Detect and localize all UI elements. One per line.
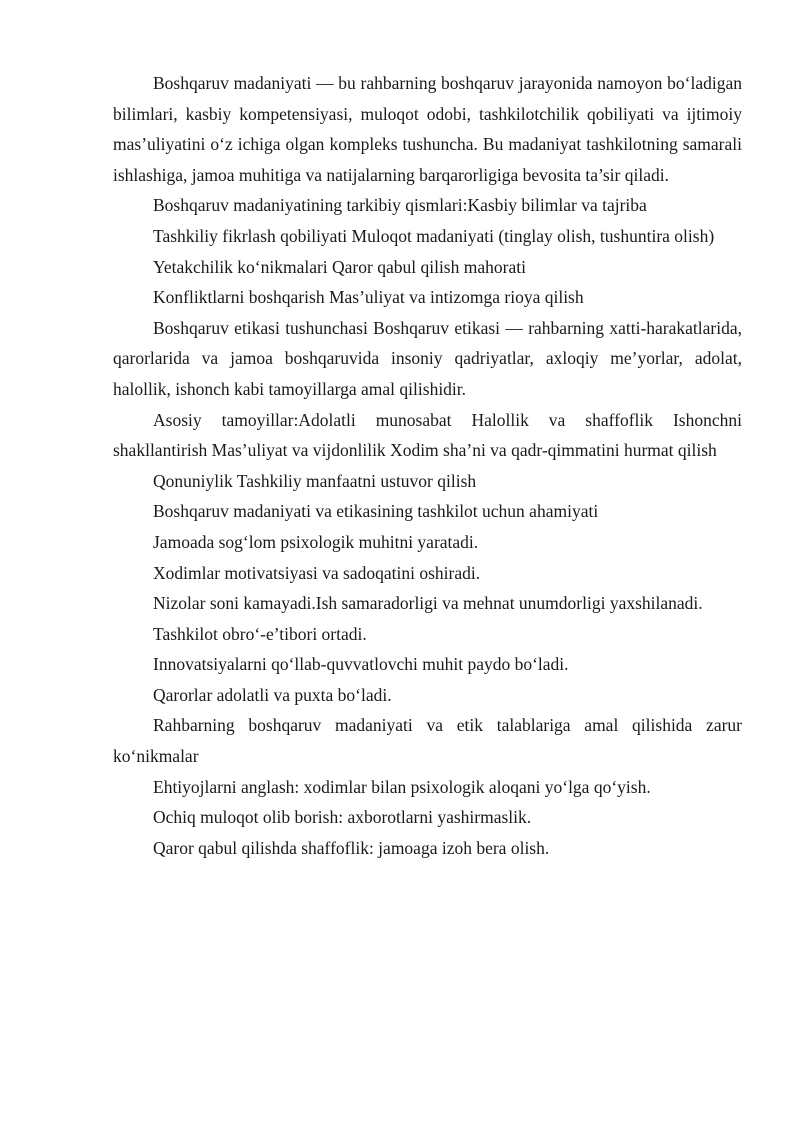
paragraph-fair-decisions: Qarorlar adolatli va puxta bo‘ladi. (153, 684, 392, 705)
paragraph-principles: Asosiy tamoyillar:Adolatli munosabat Halollik va shaffoflik Ishonchni shakllantirish Mas’uliyat va vijdonlilik Xodim sha’ni va qadr-qimmatini hurmat qilish (113, 409, 742, 461)
paragraph-innovation: Innovatsiyalarni qo‘llab-quvvatlovchi muhit paydo bo‘ladi. (153, 654, 569, 675)
paragraph-conflict-management: Konfliktlarni boshqarish Mas’uliyat va intizomga rioya qilish (153, 287, 584, 308)
paragraph-motivation: Xodimlar motivatsiyasi va sadoqatini oshiradi. (153, 562, 481, 583)
paragraph-fewer-conflicts: Nizolar soni kamayadi.Ish samaradorligi va mehnat unumdorligi yaxshilanadi. (153, 593, 703, 614)
paragraph-ethics-definition: Boshqaruv etikasi tushunchasi Boshqaruv etikasi — rahbarning xatti-harakatlarida, qarorlarida va jamoa boshqaruvida insoniy qadriyatlar, axloqiy me’yorlar, adolat, halollik, ishonch kabi tamoyillarga amal qilishidir. (113, 317, 742, 399)
paragraph-reputation: Tashkilot obro‘-e’tibori ortadi. (153, 623, 367, 644)
paragraph-importance-heading: Boshqaruv madaniyati va etikasining tashkilot uchun ahamiyati (153, 501, 599, 522)
paragraph-understanding-needs: Ehtiyojlarni anglash: xodimlar bilan psixologik aloqani yo‘lga qo‘yish. (153, 776, 651, 797)
paragraph-open-communication: Ochiq muloqot olib borish: axborotlarni yashirmaslik. (153, 807, 532, 828)
paragraph-legality: Qonuniylik Tashkiliy manfaatni ustuvor qilish (153, 470, 477, 491)
document-body (113, 68, 742, 863)
paragraph-healthy-climate: Jamoada sog‘lom psixologik muhitni yaratadi. (153, 531, 479, 552)
paragraph-leadership: Yetakchilik ko‘nikmalari Qaror qabul qilish mahorati (153, 256, 526, 277)
paragraph-required-skills: Rahbarning boshqaruv madaniyati va etik talablariga amal qilishida zarur ko‘nikmalar (113, 715, 742, 767)
paragraph-transparency: Qaror qabul qilishda shaffoflik: jamoaga izoh bera olish. (153, 837, 550, 858)
paragraph-definition: Boshqaruv madaniyati — bu rahbarning boshqaruv jarayonida namoyon bo‘ladigan bilimlari, kasbiy kompetensiyasi, muloqot odobi, tashkilotchilik qobiliyati va ijtimoiy mas’uliyatini o‘z ichiga olgan kompleks tushuncha. Bu madaniyat tashkilotning samarali ishlashiga, jamoa muhitiga va natijalarning barqarorligiga bevosita ta’sir qiladi. (113, 73, 742, 185)
paragraph-components: Boshqaruv madaniyatining tarkibiy qismlari:Kasbiy bilimlar va tajriba (153, 195, 647, 216)
paragraph-organizational-thinking: Tashkiliy fikrlash qobiliyati Muloqot madaniyati (tinglay olish, tushuntira olish) (153, 225, 715, 246)
